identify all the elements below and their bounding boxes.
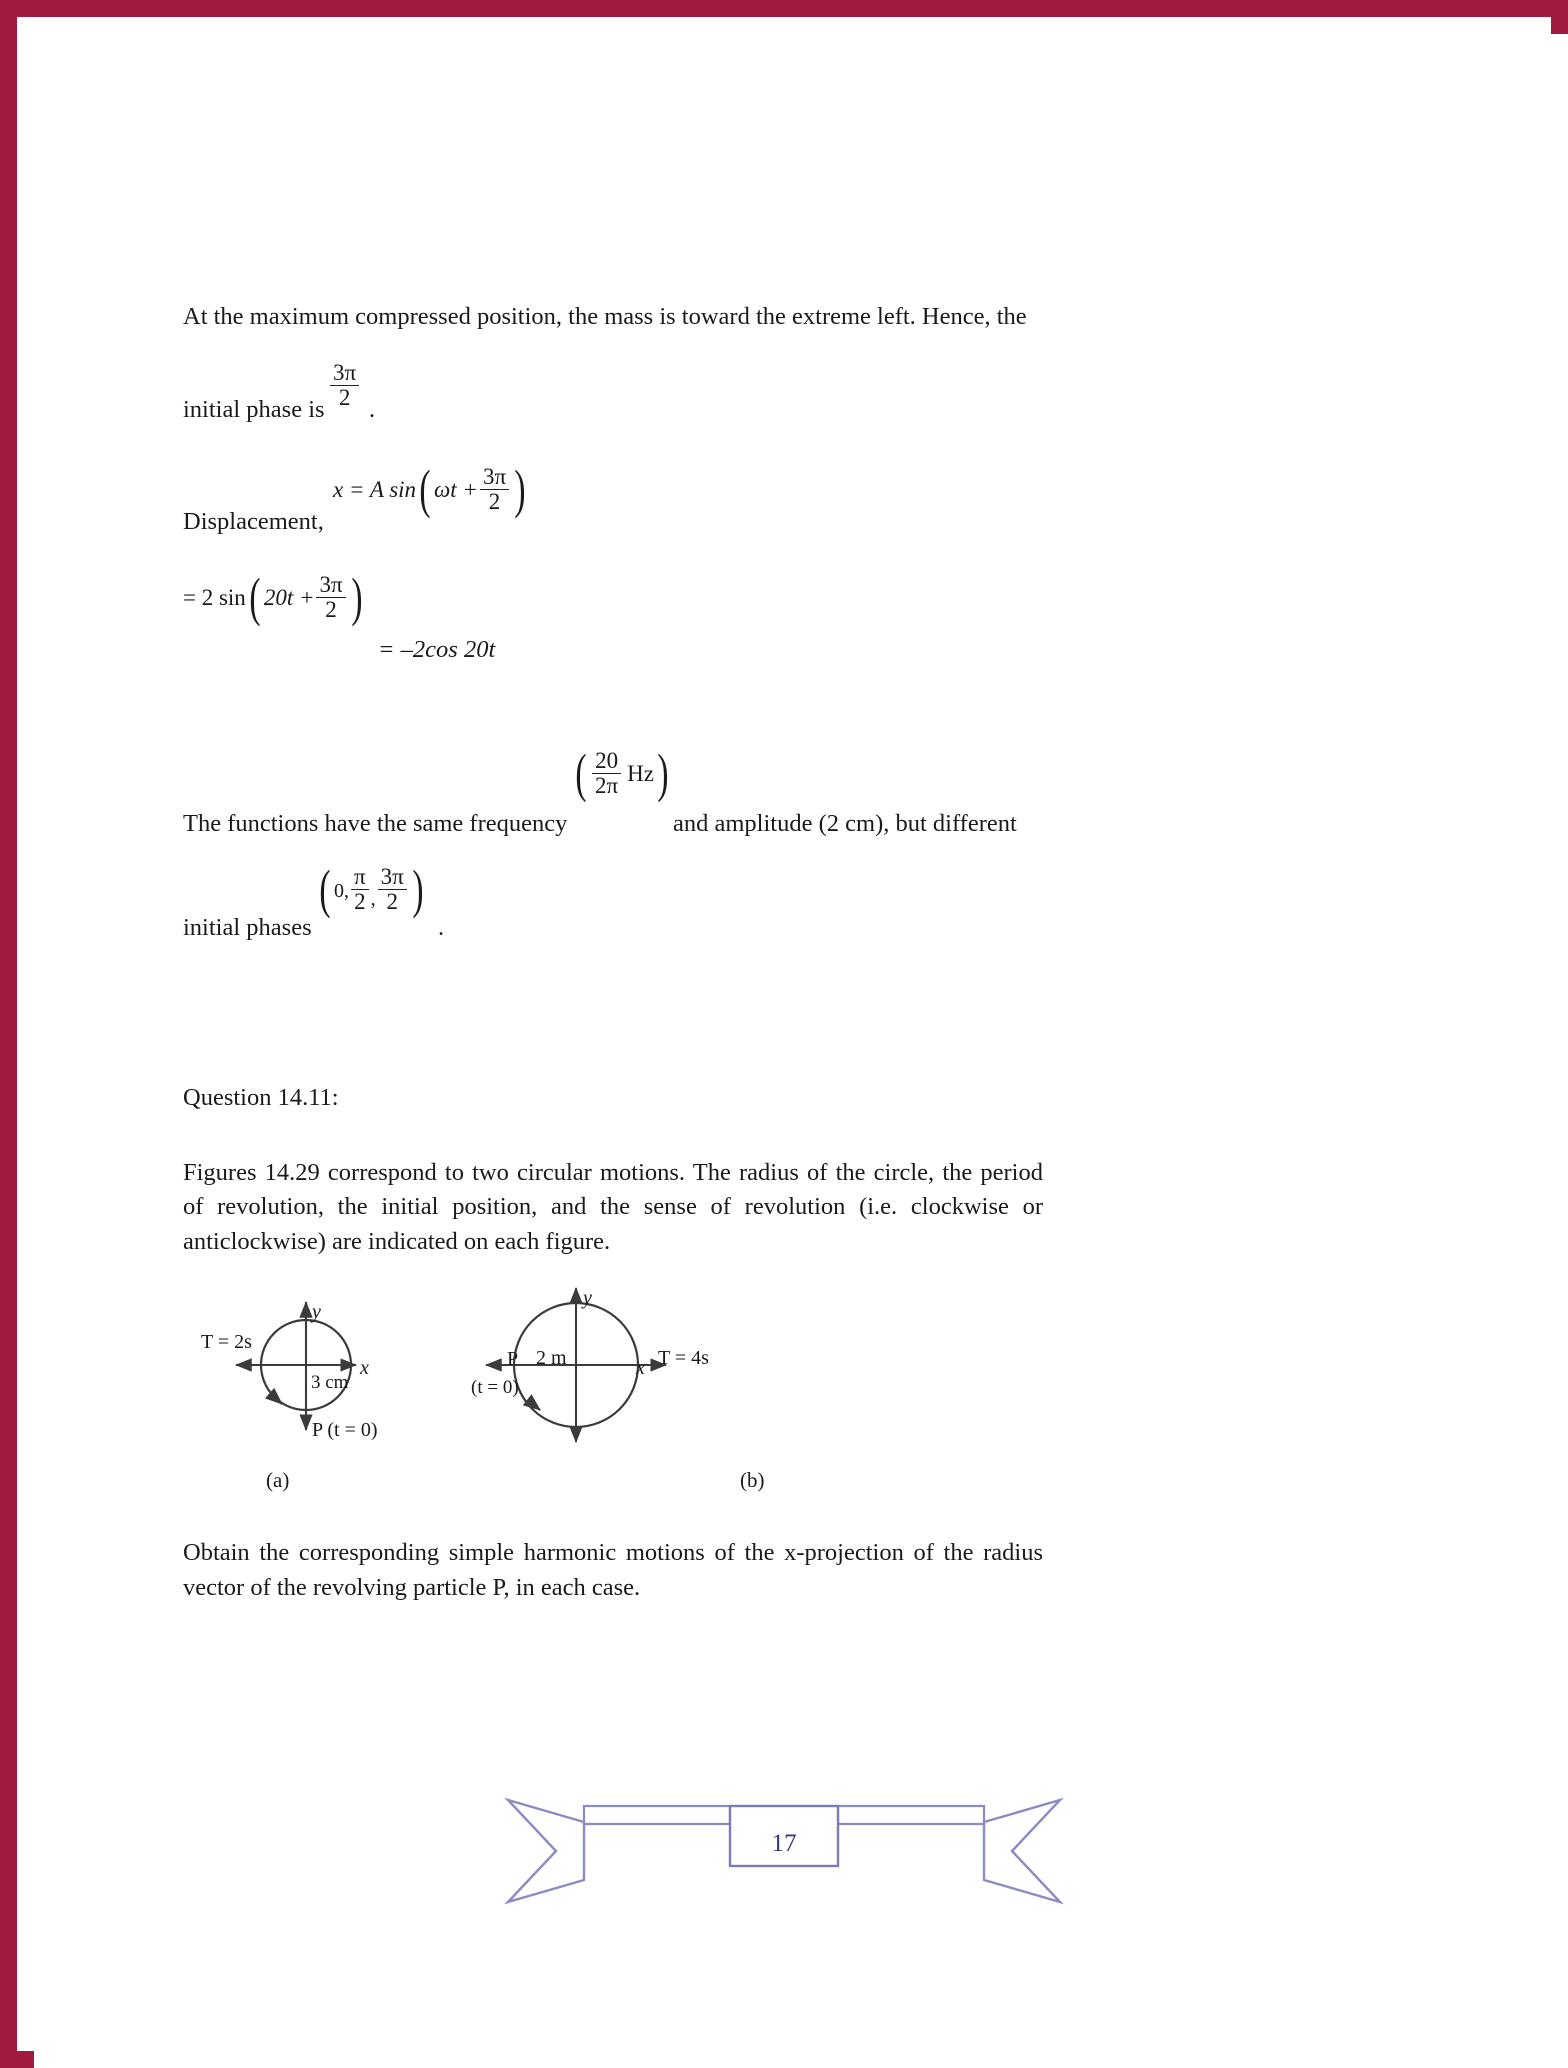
initial-phases-period: . bbox=[438, 913, 445, 941]
figure-b-period-label: T = 4s bbox=[658, 1346, 709, 1369]
page-footer bbox=[0, 1772, 1568, 1912]
right-paren: ) bbox=[412, 858, 424, 919]
frequency-fraction bbox=[592, 749, 621, 798]
frequency-text-after: and amplitude (2 cm), but different bbox=[673, 809, 1017, 837]
frequency-denominator: 2π bbox=[592, 773, 621, 798]
equation-two-arg: 20t + bbox=[263, 584, 315, 610]
equation-two-main bbox=[183, 566, 366, 627]
initial-phase-line bbox=[183, 351, 1043, 425]
frequency-numerator: 20 bbox=[595, 747, 619, 773]
frequency-expression bbox=[572, 742, 672, 803]
left-paren: ( bbox=[575, 742, 587, 803]
displacement-row bbox=[183, 459, 1043, 555]
figure-a-period-label: T = 2s bbox=[201, 1330, 252, 1353]
figure-b bbox=[408, 1270, 808, 1500]
closing-paragraph: Obtain the corresponding simple harmonic motions of the x-projection of the radius vector of the revolving particle P, in each case. bbox=[183, 1538, 1043, 1601]
figure-b-point-label: P bbox=[507, 1347, 519, 1370]
intro-paragraph: At the maximum compressed position, the mass is toward the extreme left. Hence, the bbox=[183, 303, 1027, 330]
frequency-row bbox=[183, 742, 1043, 863]
equation-two-lhs: = 2 sin bbox=[183, 584, 246, 610]
phase-fraction-one bbox=[351, 865, 369, 914]
page-number: 17 bbox=[771, 1830, 797, 1857]
initial-phases-expression bbox=[316, 858, 427, 919]
displacement-numerator: 3π bbox=[482, 463, 507, 489]
equation-two-row bbox=[183, 566, 1043, 681]
left-paren: ( bbox=[419, 458, 431, 519]
displacement-denominator: 2 bbox=[480, 489, 509, 514]
figure-14-29 bbox=[183, 1270, 1043, 1500]
frequency-unit: Hz bbox=[627, 760, 654, 786]
figure-a-radius-label: 3 cm bbox=[311, 1371, 349, 1393]
figure-b-drawing bbox=[408, 1270, 808, 1470]
figure-b-point-time-label: (t = 0) bbox=[471, 1376, 519, 1398]
initial-phases-row bbox=[183, 858, 1043, 963]
question-body: Figures 14.29 correspond to two circular motions. The radius of the circle, the period of revolution, the initial position, and the sense of revolution (i.e. clockwise or anticlockwise) are indicated on each figure. bbox=[183, 1158, 1043, 1256]
figure-a-point-label: P (t = 0) bbox=[312, 1418, 378, 1441]
left-paren: ( bbox=[249, 566, 261, 627]
initial-phase-label: initial phase is bbox=[183, 395, 325, 423]
equation-two-fraction bbox=[316, 573, 345, 622]
initial-phase-denominator: 2 bbox=[330, 385, 359, 410]
question-heading: Question 14.11: bbox=[183, 1083, 339, 1111]
initial-phase-numerator: 3π bbox=[333, 359, 357, 385]
phase-two-denominator: 2 bbox=[378, 889, 407, 914]
phase-two-numerator: 3π bbox=[380, 863, 404, 889]
left-paren: ( bbox=[319, 858, 331, 919]
phase-zero: 0, bbox=[334, 879, 349, 902]
right-paren: ) bbox=[657, 742, 669, 803]
ribbon-band-right bbox=[838, 1806, 984, 1824]
initial-phase-period: . bbox=[369, 395, 376, 423]
displacement-equation bbox=[333, 458, 529, 519]
displacement-label: Displacement, bbox=[183, 507, 324, 535]
phase-one-denominator: 2 bbox=[351, 889, 369, 914]
document-content bbox=[183, 300, 1043, 1605]
right-paren: ) bbox=[514, 458, 526, 519]
figure-a-x-axis-label: x bbox=[360, 1356, 369, 1379]
equation-two-denominator: 2 bbox=[316, 597, 345, 622]
phase-comma: , bbox=[370, 887, 376, 910]
equation-two-tail: = –2cos 20t bbox=[378, 635, 496, 663]
figure-a-caption: (a) bbox=[266, 1467, 290, 1492]
frequency-text-before: The functions have the same frequency bbox=[183, 809, 568, 837]
figure-b-caption: (b) bbox=[740, 1467, 765, 1492]
figure-a-y-axis-label: y bbox=[312, 1300, 321, 1323]
ribbon-band-left bbox=[584, 1806, 730, 1824]
initial-phase-fraction bbox=[330, 361, 359, 410]
figure-b-x-axis-label: x bbox=[636, 1356, 645, 1379]
equation-two-numerator: 3π bbox=[319, 571, 343, 597]
displacement-fraction bbox=[480, 465, 509, 514]
figure-b-y-axis-label: y bbox=[583, 1286, 592, 1309]
displacement-arg: ωt + bbox=[434, 476, 478, 502]
phase-one-numerator: π bbox=[354, 863, 366, 889]
displacement-lhs: x = A sin bbox=[333, 476, 417, 502]
right-paren: ) bbox=[351, 566, 363, 627]
initial-phases-label: initial phases bbox=[183, 913, 312, 941]
phase-fraction-two bbox=[378, 865, 407, 914]
figure-b-radius-label: 2 m bbox=[536, 1346, 567, 1369]
